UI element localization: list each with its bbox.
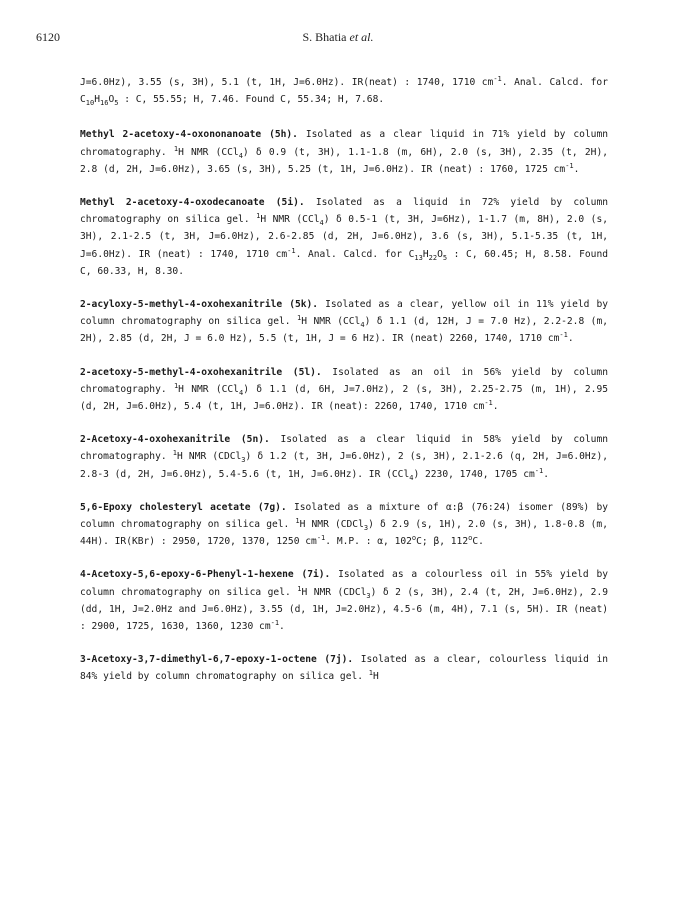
text-run: : C, 55.55; H, 7.46. Found C, 55.34; H, 7.68. [118,94,385,106]
text-run: H NMR (CDCl [299,519,364,531]
subscript: 5 [442,253,448,262]
text-run: H [94,94,100,106]
text-run: Isolated as an oil in 56% yield by column chromatography. [80,366,608,395]
text-run: . [567,333,574,345]
text-run: H NMR (CCl [260,214,320,226]
author-et-al: et al. [349,30,374,44]
subscript: 4 [238,388,244,397]
compound-name: 2-Acetoxy-4-oxohexanitrile (5n). [80,434,270,446]
page-number: 6120 [36,30,60,44]
text-run: ) 2230, 1740, 1705 cm [413,468,535,480]
text-run: ) δ 0.9 (t, 3H), 1.1-1.8 (m, 6H), 2.0 (s, 3H), 2.35 (t, 2H), 2.8 (d, 2H, J=6.0Hz), 3.65 (s, 3H), 5.25 (t, 1H, J=6.0Hz). IR (neat) : 1760, 1725 cm [80,146,608,175]
text-run: . [492,401,499,413]
compound-paragraph [80,194,608,280]
text-run: C; β, 112 [416,536,469,548]
text-run: . [279,621,285,633]
text-run: . M.P. : α, 102 [325,536,412,548]
text-run: . [543,468,549,480]
text-run: ) δ 2.9 (s, 1H), 2.0 (s, 3H), 1.8-0.8 (m, 44H). IR(KBr) : 2950, 1720, 1370, 1250 cm [80,519,608,548]
author-name: S. Bhatia [302,30,347,44]
text-run: O [437,248,443,260]
subscript: 5 [114,99,119,108]
text-run: H NMR (CCl [301,316,361,328]
compound-paragraph [80,296,608,348]
superscript: -1 [565,161,574,170]
text-run: . [573,163,580,175]
compound-name: 5,6-Epoxy cholesteryl acetate (7g). [80,501,287,513]
superscript: o [468,534,473,543]
text-run: Isolated as a clear liquid in 58% yield by column chromatography. [80,434,608,463]
superscript: 1 [256,212,261,221]
superscript: -1 [270,619,280,628]
text-run: H NMR (CDCl [177,451,242,463]
subscript: 4 [319,219,324,228]
subscript: 13 [414,253,423,262]
superscript: 1 [297,314,302,323]
text-run: Isolated as a colourless oil in 55% yield by column chromatography on silica gel. [80,569,608,598]
compound-paragraph [80,126,608,178]
text-run: C. [472,536,484,548]
text-run: O [108,94,115,106]
text-run: . Anal. Calcd. for C [80,77,608,106]
superscript: 1 [368,669,374,678]
running-head [36,30,640,48]
superscript: 1 [172,449,177,458]
subscript: 22 [428,253,438,262]
superscript: -1 [484,399,493,408]
text-run: . Anal. Calcd. for C [295,248,415,260]
text-run: Isolated as a liquid in 72% yield by column chromatography on silica gel. [80,197,608,226]
text-run: H [422,248,429,260]
text-run: J=6.0Hz), 3.55 (s, 3H), 5.1 (t, 1H, J=6.0Hz). IR(neat) : 1740, 1710 cm [80,77,494,88]
compound-paragraph [80,431,608,483]
text-run: H NMR (CCl [178,383,239,395]
compound-name: 3-Acetoxy-3,7-dimethyl-6,7-epoxy-1-octene (7j). [80,654,354,666]
text-run: H NMR (CDCl [301,586,367,598]
text-run: ) δ 1.1 (d, 6H, J=7.0Hz), 2 (s, 3H), 2.25-2.75 (m, 1H), 2.95 (d, 2H, J=6.0Hz), 5.4 (t, 1H, J=6.0Hz). IR (neat): 2260, 1740, 1710 cm [80,383,608,413]
text-run: Isolated as a clear liquid in 71% yield by column chromatography. [80,129,609,158]
subscript: 3 [241,456,246,465]
compound-paragraph [80,364,608,416]
text-run: Isolated as a clear, colourless liquid in 84% yield by column chromatography on silica gel. [80,654,609,683]
text-run: H [373,671,379,683]
superscript: 1 [297,584,302,593]
text-run: ) δ 0.5-1 (t, 3H, J=6Hz), 1-1.7 (m, 8H), 2.0 (s, 3H), 2.1-2.5 (t, 3H, J=6.0Hz), 2.6-2.85 (d, 2H, J=6.0Hz), 3.6 (s, 3H), 5.1-5.35 (t, 1H, J=6.0Hz). IR (neat) : 1740, 1710 cm [80,214,609,260]
compound-name: 2-acetoxy-5-methyl-4-oxohexanitrile (5l). [80,366,322,378]
text-run: ) δ 1.2 (t, 3H, J=6.0Hz), 2 (s, 3H), 2.1-2.6 (q, 2H, J=6.0Hz), 2.8-3 (d, 2H, J=6.0Hz), 5.4-5.6 (t, 1H, J=6.0Hz). IR (CCl [80,451,608,480]
compound-paragraph [80,499,608,551]
text-run: Isolated as a mixture of α:β (76:24) isomer (89%) by column chromatography on silica gel. [80,501,608,531]
subscript: 4 [360,321,365,330]
compound-name: 4-Acetoxy-5,6-epoxy-6-Phenyl-1-hexene (7i). [80,569,331,581]
subscript: 4 [409,473,414,482]
experimental-section [80,74,608,702]
compound-paragraph [80,651,608,685]
subscript: 4 [238,151,243,160]
superscript: 1 [173,144,179,153]
compound-name: Methyl 2-acetoxy-4-oxononanoate (5h). [80,129,298,141]
compound-name: Methyl 2-acetoxy-4-oxodecanoate (5i). [80,197,305,209]
running-author [36,30,640,45]
subscript: 10 [85,99,95,108]
subscript: 16 [100,99,109,108]
text-run: H NMR (CCl [178,146,239,158]
superscript: o [411,534,417,543]
superscript: 1 [295,517,300,526]
subscript: 3 [363,524,369,533]
text-run: Isolated as a clear, yellow oil in 11% yield by column chromatography on silica gel. [80,299,608,328]
compound-name: 2-acyloxy-5-methyl-4-oxohexanitrile (5k). [80,299,319,311]
superscript: -1 [493,75,502,83]
text-run: ) δ 2 (s, 3H), 2.4 (t, 2H, J=6.0Hz), 2.9 (dd, 1H, J=2.0Hz and J=6.0Hz), 3.55 (d, 1H, J=2.0Hz), 4.5-6 (m, 4H), 7.1 (s, 5H). IR (neat) : 2900, 1725, 1630, 1360, 1230 cm [80,586,608,633]
superscript: -1 [287,246,296,255]
superscript: -1 [534,466,544,475]
text-run: ) δ 1.1 (d, 12H, J = 7.0 Hz), 2.2-2.8 (m, 2H), 2.85 (d, 2H, J = 6.0 Hz), 5.5 (t, 1H, J = 6 Hz). IR (neat) 2260, 1740, 1710 cm [80,316,608,345]
text-run: : C, 60.45; H, 8.58. Found C, 60.33, H, 8.30. [80,248,608,277]
compound-paragraph [80,566,608,635]
superscript: -1 [316,534,326,543]
subscript: 3 [366,591,371,600]
superscript: 1 [173,381,179,390]
compound-paragraph [80,74,608,108]
superscript: -1 [559,331,568,340]
